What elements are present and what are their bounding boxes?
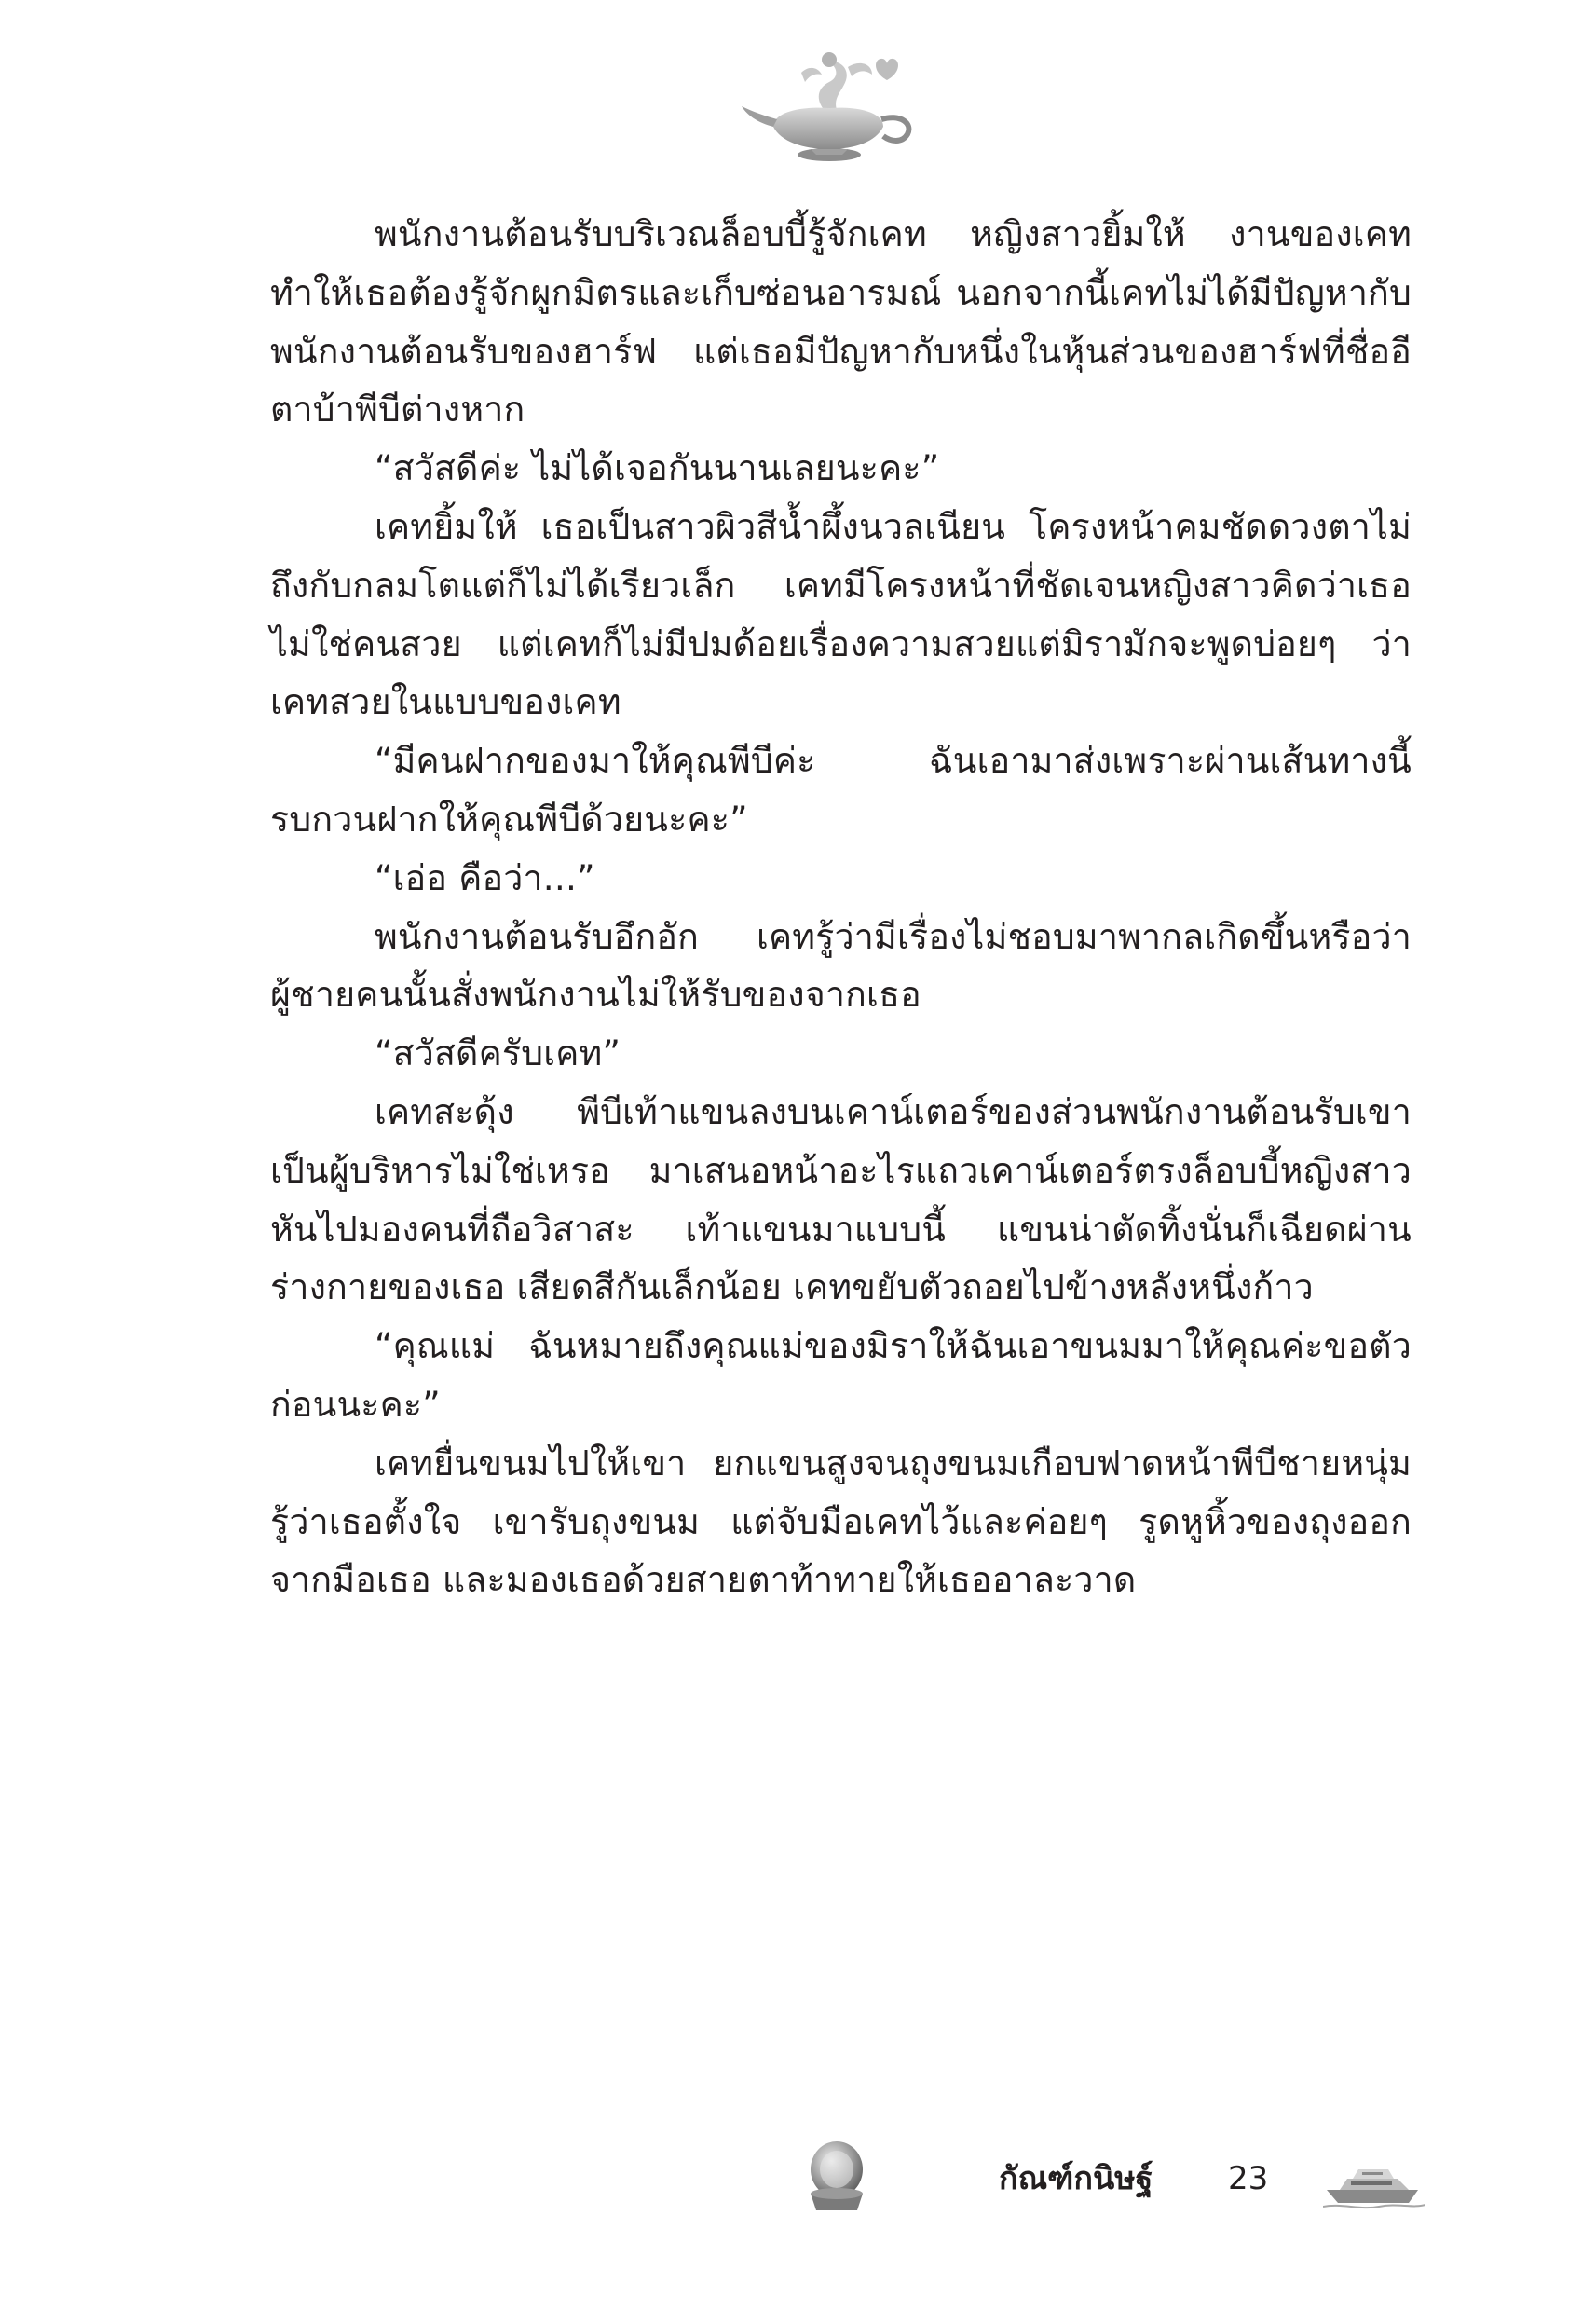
paragraph: พนักงานต้อนรับอึกอัก เคทรู้ว่ามีเรื่องไม่ชอบมาพากลเกิดขึ้นหรือว่าผู้ชายคนนั้นสั่งพนักงานไม่ให้รับของจากเธอ	[270, 915, 1412, 1016]
paragraph: พนักงานต้อนรับบริเวณล็อบบี้รู้จักเคท หญิงสาวยิ้มให้ งานของเคททำให้เธอต้องรู้จักผูกมิตรและเก็บซ่อนอารมณ์ นอกจากนี้เคทไม่ได้มีปัญหากับพนักงานต้อนรับของฮาร์ฟ แต่เธอมีปัญหากับหนึ่งในหุ้นส่วนของฮาร์ฟที่ชื่ออีตาบ้าพีบีต่างหาก	[270, 213, 1412, 431]
paragraph: “มีคนฝากของมาให้คุณพีบีค่ะ ฉันเอามาส่งเพราะผ่านเส้นทางนี้รบกวนฝากให้คุณพีบีด้วยนะคะ”	[270, 740, 1412, 840]
paragraph: “เอ่อ คือว่า...”	[375, 856, 595, 898]
paragraph: “สวัสดีค่ะ ไม่ได้เจอกันนานเลยนะคะ”	[375, 447, 940, 489]
paragraph: “สวัสดีครับเคท”	[375, 1032, 621, 1074]
magic-lamp-icon	[736, 45, 922, 166]
page-number: 23	[1228, 2160, 1269, 2197]
yacht-icon	[1323, 2153, 1425, 2210]
book-title: กัณฑ์กนิษฐ์	[999, 2160, 1153, 2197]
page-footer	[0, 2134, 1596, 2246]
paragraph: “คุณแม่ ฉันหมายถึงคุณแม่ของมิราให้ฉันเอาขนมมาให้คุณค่ะขอตัวก่อนนะคะ”	[270, 1325, 1412, 1425]
paragraph: เคทสะดุ้ง พีบีเท้าแขนลงบนเคาน์เตอร์ของส่วนพนักงานต้อนรับเขาเป็นผู้บริหารไม่ใช่เหรอ มาเสนอหน้าอะไรแถวเคาน์เตอร์ตรงล็อบบี้หญิงสาวหันไปมองคนที่ถือวิสาสะ เท้าแขนมาแบบนี้ แขนน่าตัดทิ้งนั่นก็เฉียดผ่านร่างกายของเธอ เสียดสีกันเล็กน้อย เคทขยับตัวถอยไปข้างหลังหนึ่งก้าว	[270, 1090, 1412, 1308]
paragraph: เคทยิ้มให้ เธอเป็นสาวผิวสีน้ำผึ้งนวลเนียน โครงหน้าคมชัดดวงตาไม่ถึงกับกลมโตแต่ก็ไม่ได้เรียวเล็ก เคทมีโครงหน้าที่ชัดเจนหญิงสาวคิดว่าเธอไม่ใช่คนสวย แต่เคทก็ไม่มีปมด้อยเรื่องความสวยแต่มิรามักจะพูดบ่อยๆ ว่าเคทสวยในแบบของเคท	[270, 505, 1412, 723]
gem-stone-icon	[803, 2138, 870, 2214]
paragraph: เคทยื่นขนมไปให้เขา ยกแขนสูงจนถุงขนมเกือบฟาดหน้าพีบีชายหนุ่มรู้ว่าเธอตั้งใจ เขารับถุงขนม แต่จับมือเคทไว้และค่อยๆ รูดหูหิ้วของถุงออกจากมือเธอ และมองเธอด้วยสายตาท้าทายให้เธออาละวาด	[270, 1442, 1412, 1601]
body-text	[270, 205, 1412, 1609]
